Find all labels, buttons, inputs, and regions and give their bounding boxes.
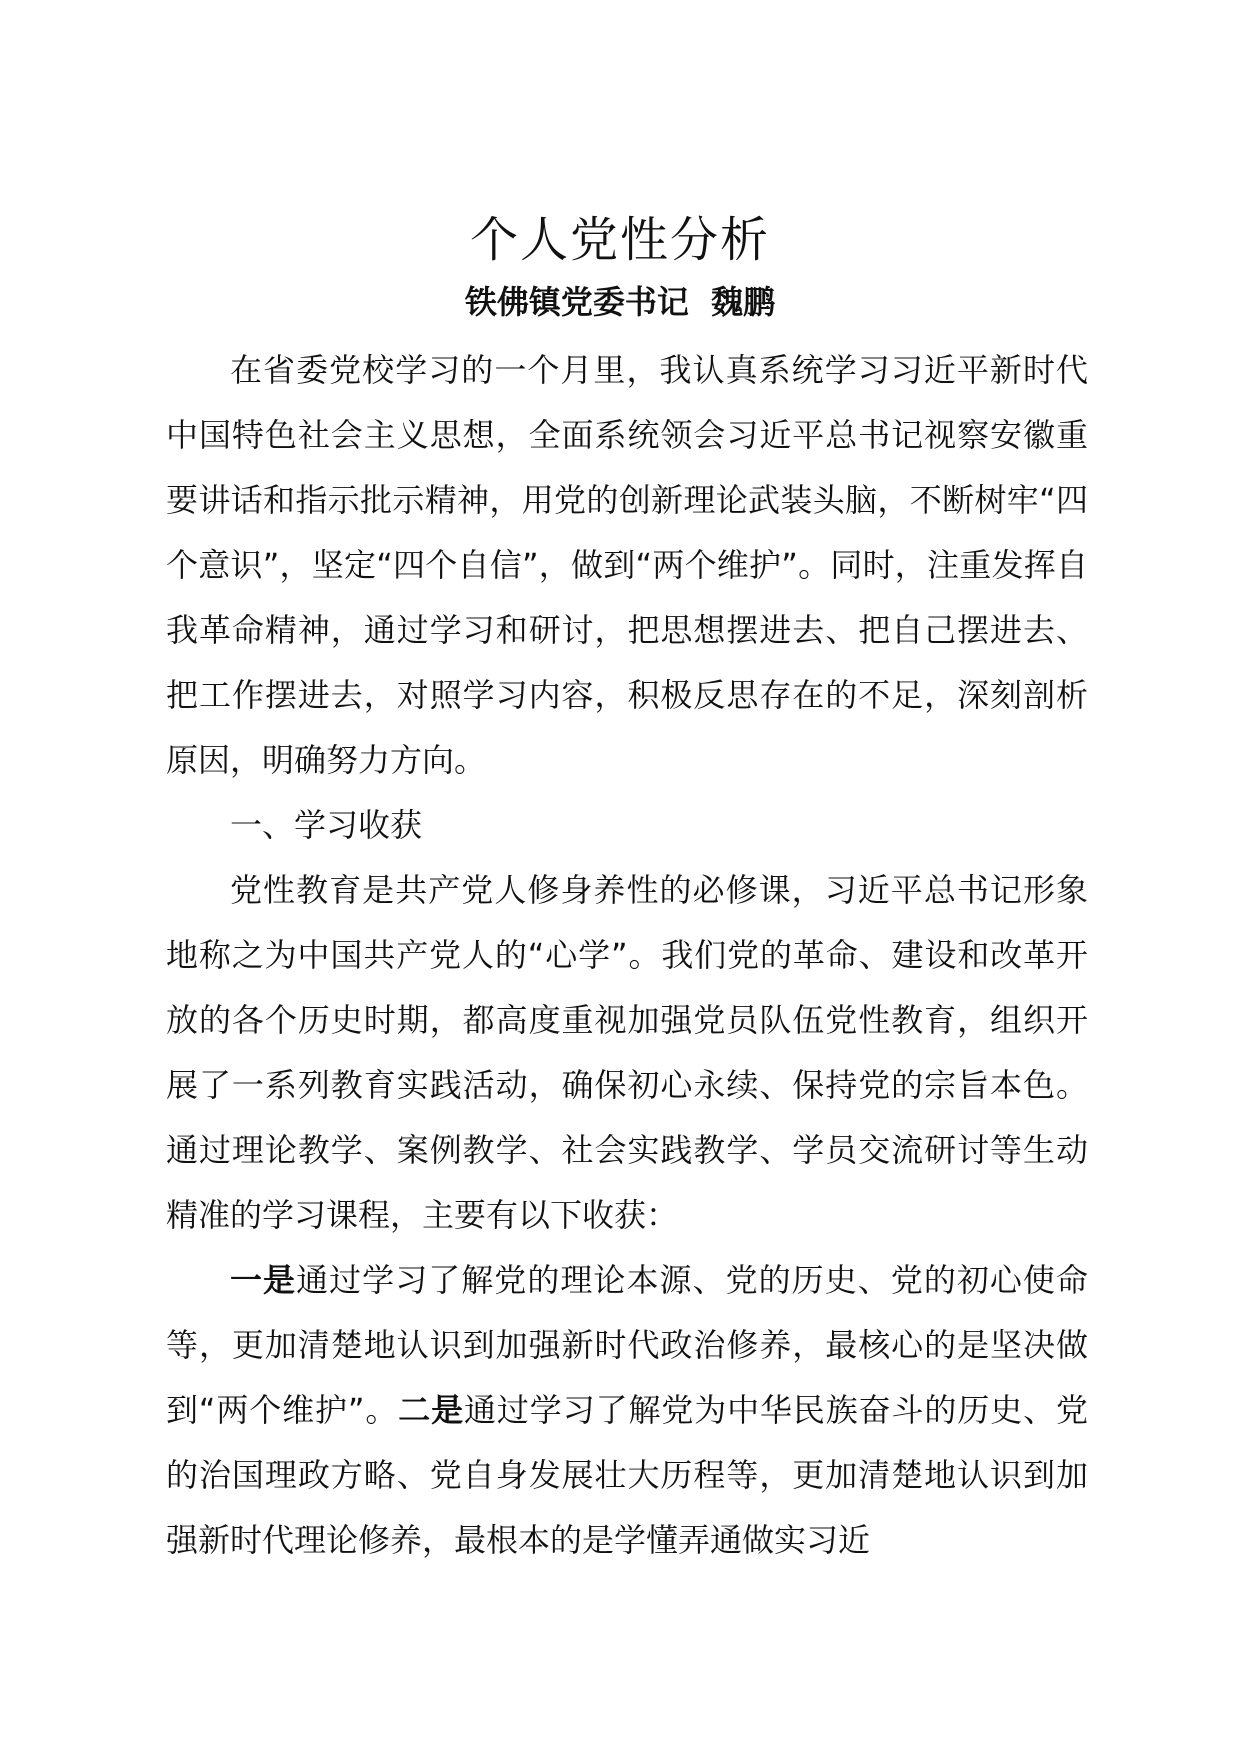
- gain-2-lead: 二是: [398, 1391, 465, 1429]
- section-heading-learning-gains: 一、学习收获: [230, 806, 423, 844]
- document-title: 个人党性分析: [469, 212, 770, 268]
- intro-paragraph: 在省委党校学习的一个月里，我认真系统学习习近平新时代中国特色社会主义思想，全面系统领会习近平总书记视察安徽重要讲话和指示批示精神，用党的创新理论武装头脑，不断树牢“四个意识”，坚定“四个自信”，做到“两个维护”。同时，注重发挥自我革命精神，通过学习和研讨，把思想摆进去、把自己摆进去、把工作摆进去，对照学习内容，积极反思存在的不足，深刻剖析原因，明确努力方向。: [166, 351, 1088, 779]
- author-line: 铁佛镇党委书记 魏鹏: [464, 283, 776, 321]
- document-body: [166, 338, 1088, 1573]
- gain-1-text: 通过学习了解党的理论本源、党的历史、党的初心使命等，更加清楚地认识到加强新时代政治修养，最核心的是坚决做到“两个维护”。: [166, 1261, 1088, 1429]
- section-paragraph-party-education: 党性教育是共产党人修身养性的必修课，习近平总书记形象地称之为中国共产党人的“心学”。我们党的革命、建设和改革开放的各个历史时期，都高度重视加强党员队伍党性教育，组织开展了一系列教育实践活动，确保初心永续、保持党的宗旨本色。通过理论教学、案例教学、社会实践教学、学员交流研讨等生动精准的学习课程，主要有以下收获：: [166, 871, 1088, 1234]
- gains-paragraph: [166, 1248, 1088, 1573]
- gain-1-lead: 一是: [230, 1261, 297, 1299]
- gain-2-text: 通过学习了解党为中华民族奋斗的历史、党的治国理政方略、党自身发展壮大历程等，更加清楚地认识到加强新时代理论修养，最根本的是学懂弄通做实习近: [166, 1391, 1088, 1559]
